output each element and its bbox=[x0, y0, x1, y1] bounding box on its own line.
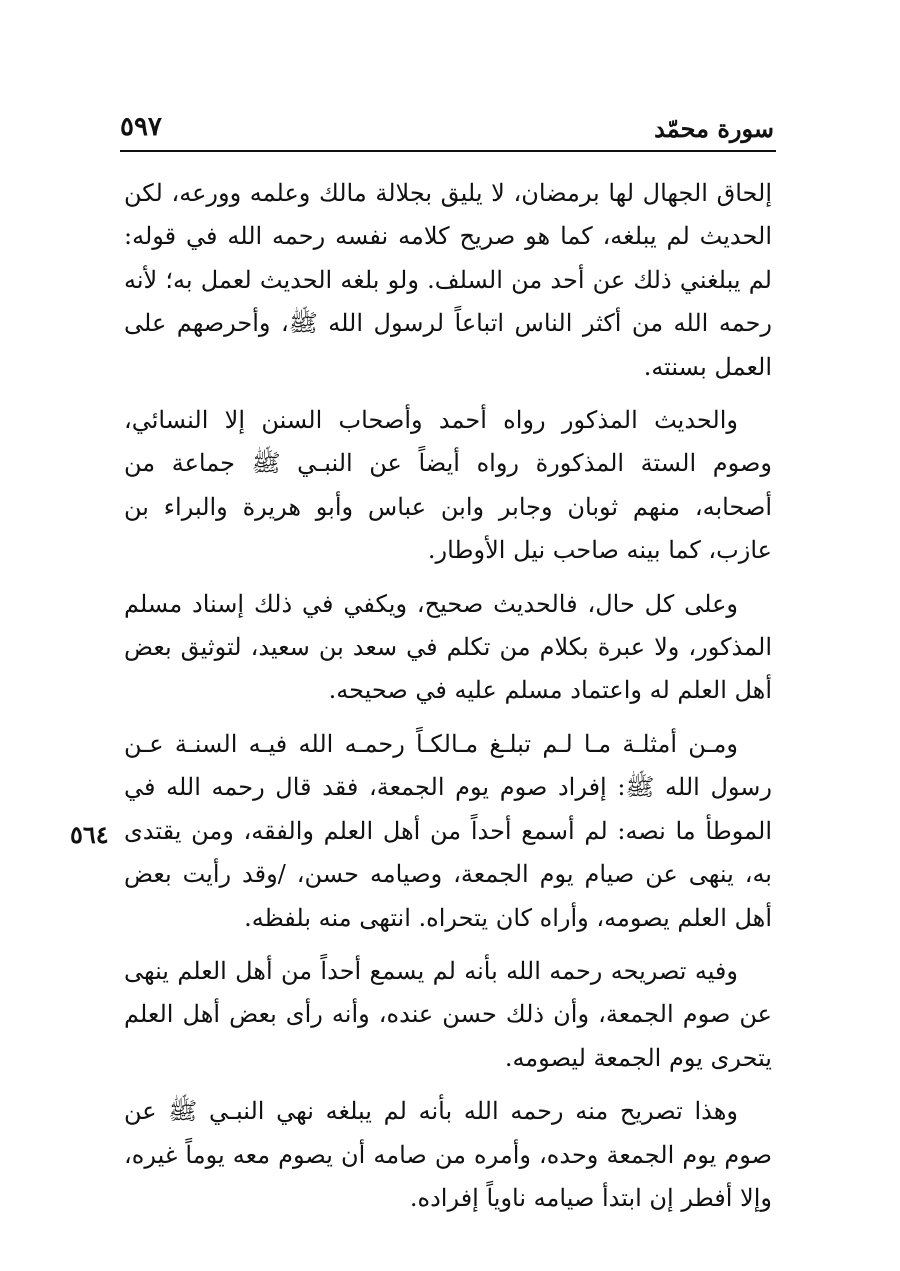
margin-page-reference: ٥٦٤ bbox=[70, 820, 109, 849]
surah-title: سورة محمّد bbox=[654, 114, 774, 143]
paragraph: والحديث المذكور رواه أحمد وأصحاب السنن إلا النسائي، وصوم الستة المذكورة رواه أيضاً عن النبـي ﷺ جماعة من أصحابه، منهم ثوبان وجابر وابن عباس وأبو هريرة والبراء بن عازب، كما بينه صاحب نيل الأوطار. bbox=[124, 406, 772, 565]
page-number: ٥٩٧ bbox=[120, 112, 162, 142]
body-text bbox=[124, 172, 772, 1220]
header-rule bbox=[120, 150, 776, 152]
paragraph: وهذا تصريح منه رحمه الله بأنه لم يبلغه نهي النبـي ﷺ عن صوم يوم الجمعة وحده، وأمره من صامه أن يصوم معه يوماً غيره، وإلا أفطر إن ابتدأ صيامه ناوياً إفراده. bbox=[124, 1097, 772, 1212]
paragraph: وعلى كل حال، فالحديث صحيح، ويكفي في ذلك إسناد مسلم المذكور، ولا عبرة بكلام من تكلم في سعد بن سعيد، لتوثيق بعض أهل العلم له واعتماد مسلم عليه في صحيحه. bbox=[124, 589, 772, 705]
paragraph: إلحاق الجهال لها برمضان، لا يليق بجلالة مالك وعلمه وورعه، لكن الحديث لم يبلغه، كما هو صريح كلامه نفسه رحمه الله في قوله: لم يبلغني ذلك عن أحد من السلف. ولو بلغه الحديث لعمل به؛ لأنه رحمه الله من أكثر الناس اتباعاً لرسول الله ﷺ، وأحرصهم على العمل بسنته. bbox=[124, 179, 772, 381]
page-header bbox=[120, 108, 774, 148]
paragraph: وفيه تصريحه رحمه الله بأنه لم يسمع أحداً من أهل العلم ينهى عن صوم الجمعة، وأن ذلك حسن عنده، وأنه رأى بعض أهل العلم يتحرى يوم الجمعة ليصومه. bbox=[124, 956, 772, 1072]
paragraph: ومـن أمثلـة مـا لـم تبلـغ مـالكـاً رحمـه الله فيـه السنـة عـن رسول الله ﷺ: إفراد صوم يوم الجمعة، فقد قال رحمه الله في الموطأ ما نصه: لم أسمع أحداً من أهل العلم والفقه، ومن يقتدى به، ينهى عن صيام يوم الجمعة، وصيامه حسن، /وقد رأيت بعض أهل العلم يصومه، وأراه كان يتحراه. انتهى منه بلفظه. bbox=[124, 729, 772, 932]
